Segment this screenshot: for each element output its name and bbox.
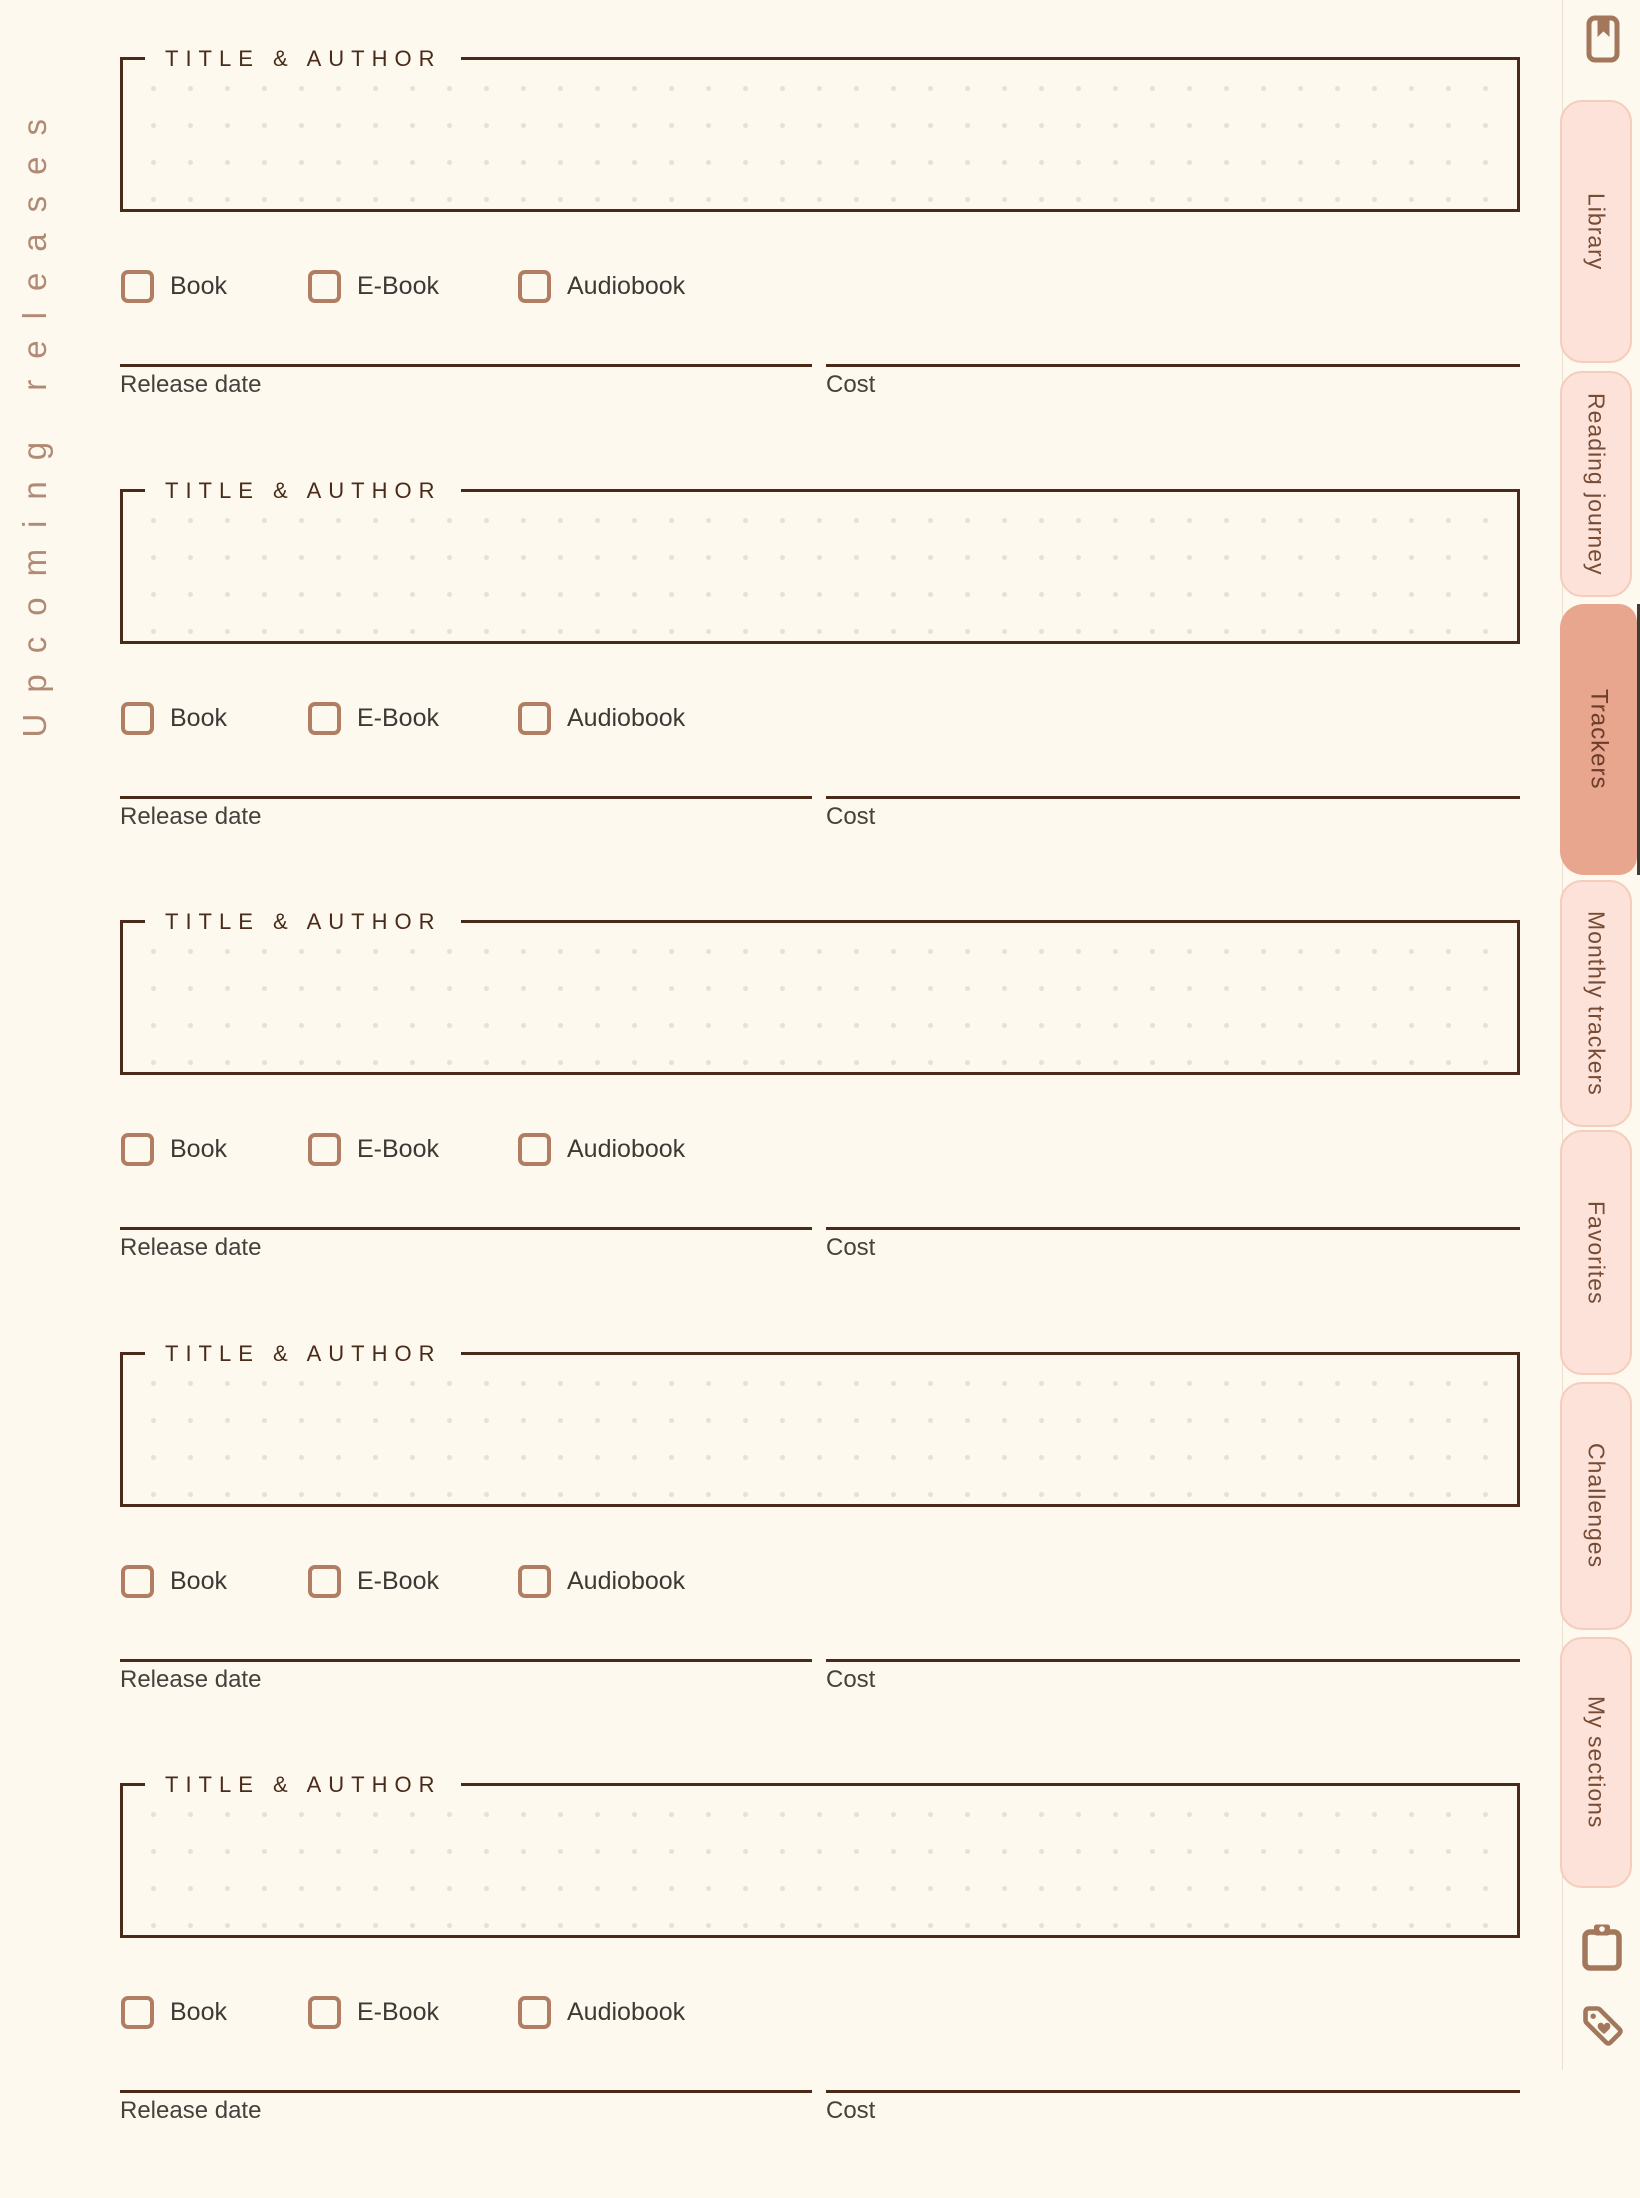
format-checkbox[interactable]: [518, 1133, 551, 1166]
format-label: Audiobook: [567, 272, 686, 300]
format-checkbox[interactable]: [518, 1565, 551, 1598]
audiobook-checkbox-item: [518, 1133, 685, 1166]
format-checkbox[interactable]: [121, 270, 154, 303]
release-entry: [120, 46, 1520, 472]
e-book-checkbox-item: [308, 270, 439, 303]
sidebar-tab-label: Trackers: [1585, 689, 1613, 790]
format-checkbox[interactable]: [121, 1565, 154, 1598]
audiobook-checkbox-item: [518, 1996, 685, 2029]
title-author-box[interactable]: [120, 909, 1520, 1075]
format-label: E-Book: [357, 1135, 439, 1163]
format-checklist: [120, 1133, 1520, 1167]
tab-monthly-trackers[interactable]: [1560, 880, 1632, 1127]
format-checklist: [120, 1565, 1520, 1599]
format-checkbox[interactable]: [518, 702, 551, 735]
format-checkbox[interactable]: [518, 1996, 551, 2029]
format-checklist: [120, 702, 1520, 736]
format-checklist: [120, 1996, 1520, 2030]
tab-reading-journey[interactable]: [1560, 371, 1632, 597]
sidebar-tab-label: My sections: [1583, 1696, 1610, 1829]
sidebar-tab-label: Favorites: [1583, 1200, 1610, 1305]
format-label: E-Book: [357, 703, 439, 732]
format-checkbox[interactable]: [308, 1133, 341, 1166]
title-author-label: TITLE & AUTHOR: [145, 908, 461, 936]
release-entry: [120, 1340, 1520, 1767]
cost-field[interactable]: Cost: [826, 2090, 1520, 2125]
tab-challenges[interactable]: [1560, 1382, 1632, 1630]
release-date-field[interactable]: Release date: [120, 2090, 812, 2125]
release-entry: [120, 909, 1520, 1335]
release-entry: [120, 1772, 1520, 2198]
book-checkbox-item: [121, 702, 227, 735]
e-book-checkbox-item: [308, 1996, 439, 2029]
cost-field[interactable]: Cost: [826, 364, 1520, 399]
audiobook-checkbox-item: [518, 1565, 685, 1598]
format-checkbox[interactable]: [308, 270, 341, 303]
format-checkbox[interactable]: [518, 270, 551, 303]
format-label: Book: [170, 1135, 227, 1163]
title-author-box[interactable]: [120, 1772, 1520, 1938]
book-checkbox-item: [121, 270, 227, 303]
cost-field[interactable]: Cost: [826, 1227, 1520, 1262]
sidebar-tab-label: Challenges: [1583, 1443, 1610, 1569]
title-author-box[interactable]: [120, 1340, 1520, 1507]
sidebar-tab-label: Reading journey: [1583, 392, 1610, 576]
release-date-field[interactable]: Release date: [120, 1227, 812, 1262]
book-checkbox-item: [121, 1133, 227, 1166]
e-book-checkbox-item: [308, 702, 439, 735]
format-label: Audiobook: [567, 703, 686, 732]
book-checkbox-item: [121, 1565, 227, 1598]
format-label: E-Book: [357, 272, 439, 300]
tab-favorites[interactable]: [1560, 1130, 1632, 1375]
cost-field[interactable]: Cost: [826, 1659, 1520, 1694]
audiobook-checkbox-item: [518, 270, 685, 303]
cost-field[interactable]: Cost: [826, 796, 1520, 831]
title-author-box[interactable]: [120, 46, 1520, 212]
sidebar-tab-label: Monthly trackers: [1583, 911, 1610, 1096]
format-checkbox[interactable]: [308, 702, 341, 735]
format-label: Audiobook: [567, 1135, 686, 1163]
book-checkbox-item: [121, 1996, 227, 2029]
entries: [120, 40, 1520, 2198]
sidebar-tab-label: Library: [1583, 192, 1610, 271]
format-label: E-Book: [357, 1566, 439, 1595]
tab-trackers[interactable]: [1560, 604, 1637, 875]
tag-heart-icon[interactable]: [1579, 2002, 1627, 2050]
format-label: E-Book: [357, 1998, 439, 2026]
format-label: Audiobook: [567, 1566, 686, 1595]
title-author-label: TITLE & AUTHOR: [145, 45, 461, 73]
format-checkbox[interactable]: [308, 1996, 341, 2029]
release-date-field[interactable]: Release date: [120, 796, 812, 831]
release-entry: [120, 477, 1520, 904]
audiobook-checkbox-item: [518, 702, 685, 735]
title-author-label: TITLE & AUTHOR: [145, 477, 461, 505]
title-author-box[interactable]: [120, 477, 1520, 644]
format-checkbox[interactable]: [121, 1133, 154, 1166]
format-checkbox[interactable]: [121, 702, 154, 735]
bookmark-icon[interactable]: [1586, 15, 1620, 63]
e-book-checkbox-item: [308, 1565, 439, 1598]
page-title-vertical: Upcoming releases: [16, 98, 53, 738]
title-author-label: TITLE & AUTHOR: [145, 1340, 461, 1368]
clipboard-icon[interactable]: [1581, 1923, 1623, 1971]
format-checklist: [120, 270, 1520, 304]
format-checkbox[interactable]: [121, 1996, 154, 2029]
tab-my-sections[interactable]: [1560, 1637, 1632, 1888]
format-label: Book: [170, 272, 227, 300]
format-label: Book: [170, 703, 227, 732]
release-date-field[interactable]: Release date: [120, 364, 812, 399]
format-label: Audiobook: [567, 1998, 686, 2026]
format-checkbox[interactable]: [308, 1565, 341, 1598]
tab-library[interactable]: [1560, 100, 1632, 363]
e-book-checkbox-item: [308, 1133, 439, 1166]
format-label: Book: [170, 1998, 227, 2026]
release-date-field[interactable]: Release date: [120, 1659, 812, 1694]
title-author-label: TITLE & AUTHOR: [145, 1771, 461, 1799]
format-label: Book: [170, 1566, 227, 1595]
